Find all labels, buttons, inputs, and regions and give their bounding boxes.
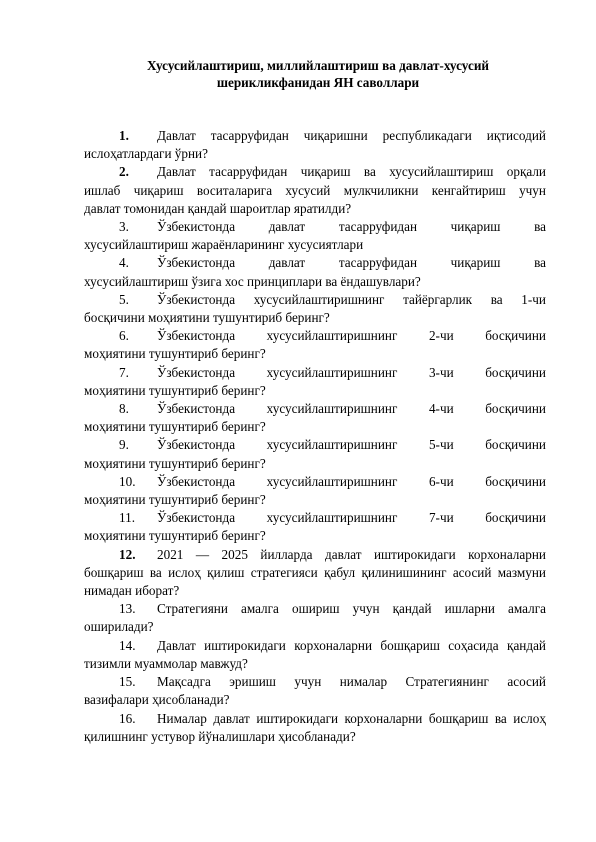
- word: тасарруфидан: [210, 128, 289, 143]
- question-item: [84, 127, 546, 163]
- word: давлат: [213, 710, 250, 726]
- word: босқичини: [485, 437, 546, 453]
- word: босқичини: [485, 510, 546, 526]
- question-line-1: [84, 637, 546, 655]
- question-number: 10.: [119, 473, 136, 489]
- word: бошқариш: [380, 637, 440, 653]
- word: тасарруфидан: [338, 219, 418, 235]
- word: Стратегияни: [157, 601, 228, 617]
- question-line-1: [84, 436, 546, 454]
- word: иштирокидаги: [204, 637, 286, 653]
- question-number: 16.: [119, 710, 136, 726]
- word: хусусийлаштиришнинг: [266, 510, 398, 526]
- question-line-2: моҳиятини тушунтириб беринг?: [84, 382, 266, 398]
- word: хусусий: [285, 182, 331, 198]
- word: бошқариш: [428, 710, 489, 726]
- word: учун: [519, 182, 546, 198]
- word: Ўзбекистонда: [157, 473, 236, 489]
- word: корхоналарни: [294, 637, 373, 653]
- word: хусусийлаштиришнинг: [266, 473, 398, 489]
- word: учун: [352, 601, 380, 617]
- question-number: 4.: [119, 255, 129, 271]
- word: Давлат: [157, 164, 196, 180]
- word: хусусийлаштиришнинг: [266, 364, 398, 380]
- question-line-2: [84, 564, 546, 582]
- word: қандай: [392, 601, 432, 617]
- word: ишларни: [444, 601, 495, 617]
- word: қандай: [507, 637, 546, 653]
- word: 7-чи: [428, 510, 454, 526]
- word: 1-чи: [521, 291, 546, 307]
- question-line-1: [84, 673, 546, 691]
- word: босқичини: [485, 328, 546, 344]
- word: давлат: [268, 255, 306, 271]
- question-number: 13.: [119, 601, 136, 617]
- word: ва: [149, 564, 162, 580]
- word: Стратегиянинг: [405, 674, 489, 690]
- word: чиқариш: [450, 255, 501, 271]
- word: корхоналарни: [468, 546, 546, 562]
- question-item: [84, 600, 546, 636]
- word: Ўзбекистонда: [157, 401, 236, 417]
- word: Давлат: [157, 128, 196, 143]
- question-item: [84, 254, 546, 290]
- word: хусусийлаштиришнинг: [266, 328, 398, 344]
- question-number: 5.: [119, 291, 129, 307]
- word: мулкчиликни: [343, 182, 419, 198]
- word: Мақсадга: [157, 674, 211, 690]
- word: қилиш: [207, 564, 245, 580]
- word: асосий: [452, 564, 492, 580]
- word: 6-чи: [428, 473, 454, 489]
- question-line-1: [84, 509, 546, 527]
- question-line-2: моҳиятини тушунтириб беринг?: [84, 346, 266, 362]
- question-line-2: вазифалари ҳисобланади?: [84, 692, 230, 708]
- question-line-1: [84, 254, 546, 272]
- word: 5-чи: [428, 437, 454, 453]
- question-number: 2.: [119, 164, 129, 180]
- word: чиқариш: [450, 219, 501, 235]
- question-line-2: оширилади?: [84, 619, 154, 635]
- question-number: 15.: [119, 674, 136, 690]
- question-line-2: моҳиятини тушунтириб беринг?: [84, 492, 266, 508]
- question-number: 3.: [119, 219, 129, 235]
- question-item: [84, 364, 546, 400]
- title-line-1: Хусусийлаштириш, миллийлаштириш ва давлат-хусусий: [146, 58, 490, 73]
- word: Ўзбекистонда: [157, 510, 236, 526]
- question-line-1: [84, 473, 546, 491]
- word: республикадаги: [382, 128, 472, 143]
- question-line-1: [84, 127, 546, 145]
- question-item: [84, 163, 546, 218]
- question-line-1: [84, 546, 546, 564]
- word: ишлаб: [84, 182, 121, 198]
- question-line-3: давлат томонидан қандай шароитлар яратилди?: [84, 200, 352, 216]
- question-line-3: нимадан иборат?: [84, 583, 180, 599]
- word: хусусийлаштиришнинг: [266, 401, 398, 417]
- word: амалга: [240, 601, 279, 617]
- question-number: 7.: [119, 364, 129, 380]
- question-number: 8.: [119, 401, 129, 417]
- word: ва: [490, 291, 503, 307]
- word: асосий: [507, 674, 546, 690]
- word: 4-чи: [428, 401, 454, 417]
- word: ва: [534, 219, 546, 235]
- word: Ўзбекистонда: [157, 364, 236, 380]
- word: босқичини: [485, 401, 546, 417]
- word: давлат: [325, 546, 362, 562]
- word: тайёргарлик: [403, 291, 473, 307]
- word: воситаларига: [196, 182, 273, 198]
- word: ислоҳ: [168, 564, 201, 580]
- question-line-2: қилишнинг устувор йўналишлари ҳисобланади?: [84, 728, 356, 744]
- word: Давлат: [157, 637, 196, 653]
- word: иқтисодий: [486, 128, 546, 143]
- word: эришиш: [229, 674, 276, 690]
- word: чиқариш: [133, 182, 184, 198]
- word: Ўзбекистонда: [157, 291, 236, 307]
- question-item: [84, 673, 546, 709]
- question-line-1: [84, 710, 546, 728]
- word: қабул: [324, 564, 356, 580]
- word: хусусийлаштириш: [389, 164, 494, 180]
- word: 2021: [157, 546, 184, 562]
- question-line-2: хусусийлаштириш ўзига хос принциплари ва ёндашувлари?: [84, 273, 421, 289]
- question-list: [84, 127, 546, 746]
- word: қилинишининг: [361, 564, 447, 580]
- word: 3-чи: [428, 364, 454, 380]
- word: кенгайтириш: [431, 182, 506, 198]
- question-item: [84, 218, 546, 254]
- question-item: [84, 327, 546, 363]
- question-line-2: босқичини моҳиятини тушунтириб беринг?: [84, 310, 330, 326]
- question-line-2: моҳиятини тушунтириб беринг?: [84, 419, 266, 435]
- word: йилларда: [260, 546, 313, 562]
- word: ва: [534, 255, 546, 271]
- word: Ўзбекистонда: [157, 437, 236, 453]
- question-item: [84, 637, 546, 673]
- question-item: [84, 546, 546, 601]
- word: стратегияси: [250, 564, 318, 580]
- word: —: [195, 546, 210, 562]
- word: ва: [363, 164, 376, 180]
- word: мазмуни: [497, 564, 546, 580]
- question-number: 6.: [119, 328, 129, 344]
- question-line-2: хусусийлаштириш жараёнларининг хусусиятлари: [84, 237, 364, 253]
- question-line-1: [84, 291, 546, 309]
- question-line-2: моҳиятини тушунтириб беринг?: [84, 455, 266, 471]
- question-number: 11.: [119, 510, 135, 526]
- word: бошқариш: [84, 564, 144, 580]
- word: Ўзбекистонда: [157, 328, 236, 344]
- question-line-2: моҳиятини тушунтириб беринг?: [84, 528, 266, 544]
- question-item: [84, 710, 546, 746]
- question-line-1: [84, 218, 546, 236]
- word: амалга: [508, 601, 546, 617]
- word: Ўзбекистонда: [157, 255, 236, 271]
- question-line-1: [84, 364, 546, 382]
- question-number: 14.: [119, 637, 136, 653]
- word: ислоҳ: [513, 710, 546, 726]
- question-item: [84, 473, 546, 509]
- page-title: [90, 57, 546, 91]
- question-item: [84, 291, 546, 327]
- question-line-2: тизимли муаммолар мавжуд?: [84, 655, 248, 671]
- word: хусусийлаштиришнинг: [266, 437, 398, 453]
- word: давлат: [268, 219, 306, 235]
- word: босқичини: [485, 473, 546, 489]
- word: ошириш: [291, 601, 340, 617]
- word: чиқариш: [300, 164, 351, 180]
- word: соҳасида: [448, 637, 499, 653]
- title-line-2: шерикликфанидан ЯН саволлари: [216, 75, 420, 90]
- question-number: 12.: [119, 546, 136, 562]
- question-line-2: ислоҳатлардаги ўрни?: [84, 146, 208, 162]
- question-line-1: [84, 400, 546, 418]
- word: учун: [294, 674, 322, 690]
- word: тасарруфидан: [209, 164, 288, 180]
- question-line-1: [84, 600, 546, 618]
- question-line-2: [84, 182, 546, 200]
- word: нималар: [339, 674, 388, 690]
- question-number: 1.: [119, 128, 129, 143]
- word: корхоналарни: [344, 710, 423, 726]
- question-line-1: [84, 163, 546, 181]
- word: тасарруфидан: [338, 255, 418, 271]
- word: босқичини: [485, 364, 546, 380]
- question-item: [84, 436, 546, 472]
- word: орқали: [506, 164, 546, 180]
- word: иштирокидаги: [373, 546, 456, 562]
- question-line-1: [84, 327, 546, 345]
- word: хусусийлаштиришнинг: [253, 291, 385, 307]
- word: ва: [494, 710, 507, 726]
- word: Нималар: [157, 710, 207, 726]
- question-number: 9.: [119, 437, 129, 453]
- word: иштирокидаги: [256, 710, 339, 726]
- question-item: [84, 400, 546, 436]
- word: 2-чи: [428, 328, 454, 344]
- word: 2025: [221, 546, 248, 562]
- question-item: [84, 509, 546, 545]
- word: чиқаришни: [303, 128, 368, 143]
- word: Ўзбекистонда: [157, 219, 236, 235]
